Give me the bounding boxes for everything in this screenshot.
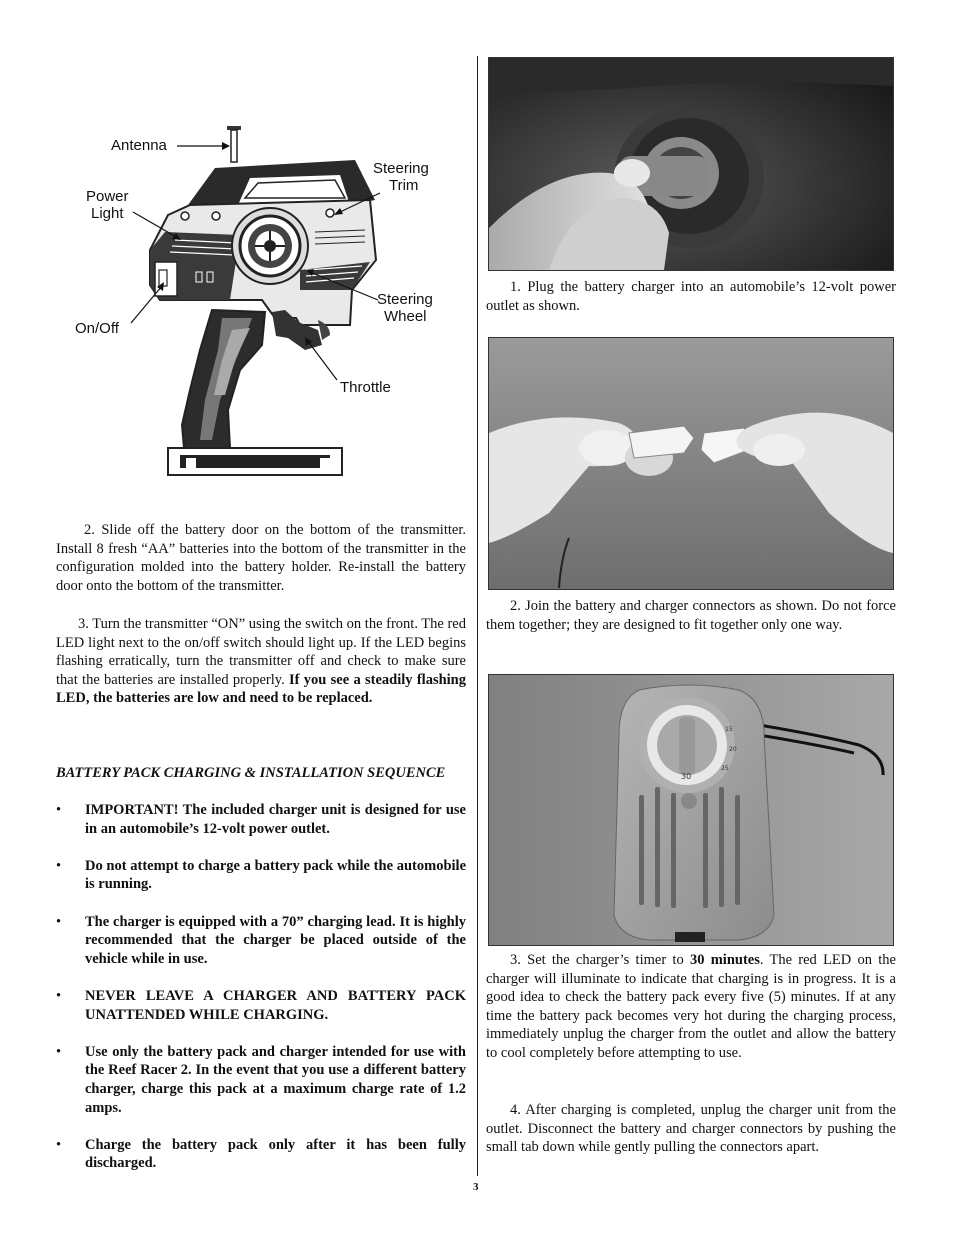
page-number: 3 [473, 1181, 479, 1193]
power-light-label-line1: Power [86, 188, 129, 205]
bullet-icon: • [56, 1136, 62, 1153]
caption-3-bold: 30 minutes [689, 952, 760, 968]
throttle-label: Throttle [340, 379, 391, 396]
list-item [56, 1043, 466, 1117]
steering-wheel-label-line2: Wheel [384, 308, 427, 325]
column-divider [477, 56, 478, 1176]
bullet-text: The charger is equipped with a 70” charging lead. It is highly recommended that the charger be placed outside of the vehicle while in use. [85, 913, 466, 967]
steering-trim-label-line2: Trim [389, 177, 419, 194]
bullet-icon: • [56, 802, 62, 818]
bullet-text: Do not attempt to charge a battery pack while the automobile is running. [85, 857, 466, 893]
caption-4: 4. After charging is completed, unplug the charger unit from the outlet. Disconnect the battery and charger connectors by pushing the small tab down while gently pulling the connectors apart. [486, 1102, 896, 1156]
list-item [56, 857, 466, 894]
bullet-text: Use only the battery pack and charger intended for use with the Reef Racer 2. In the event that you use a different battery charger, charge this pack at a maximum charge rate of 1.2 amps. [85, 1043, 466, 1116]
step-3-text: 3. Turn the transmitter “ON” using the switch on the front. The red LED light next to the on/off switch should light up. If the LED begins flashing erratically, turn the transmitter off and check to make sure that the batteries are installed properly. [56, 616, 466, 688]
caption-1: 1. Plug the battery charger into an automobile’s 12-volt power outlet as shown. [486, 279, 896, 314]
on-off-label: On/Off [75, 320, 119, 337]
dial-25: 25 [721, 765, 729, 772]
bullet-text: IMPORTANT! The included charger unit is designed for use in an automobile’s 12-volt power outlet. [85, 802, 466, 837]
bullet-icon: • [56, 1043, 62, 1060]
transmitter-diagram [60, 118, 470, 488]
caption-2: 2. Join the battery and charger connectors as shown. Do not force them together; they are designed to fit together only one way. [486, 598, 896, 633]
list-item [56, 987, 466, 1024]
step-3-paragraph [56, 615, 466, 708]
steering-trim-label-line1: Steering [373, 160, 429, 177]
list-item [56, 913, 466, 969]
step-2-paragraph: 2. Slide off the battery door on the bottom of the transmitter. Install 8 fresh “AA” batteries into the bottom of the transmitter in the configuration molded into the battery holder. Re-install the battery door onto the bottom of the transmitter. [56, 522, 466, 594]
dial-15: 15 [725, 726, 733, 733]
caption-3-text-a: 3. Set the charger’s timer to [510, 952, 690, 968]
dial-30: 30 [681, 772, 692, 781]
steering-wheel-label-line1: Steering [377, 291, 433, 308]
list-item [56, 1136, 466, 1173]
dial-20: 20 [729, 746, 737, 753]
safety-bullet-list [56, 801, 466, 1191]
bullet-icon: • [56, 857, 62, 874]
caption-3-text-b: . The red LED on the charger will illuminate to indicate that charging is in progress. It is a good idea to check the battery pack every five (5) minutes. If at any time the battery pack becomes very hot during the charging process, immediately unplug the charger from the outlet and allow the battery to cool completely before attempting to use. [486, 952, 896, 1061]
caption-3 [486, 951, 896, 1063]
list-item [56, 801, 466, 838]
photo-connectors [488, 337, 894, 590]
bullet-text: NEVER LEAVE A CHARGER AND BATTERY PACK UNATTENDED WHILE CHARGING. [85, 987, 466, 1023]
photo-charger [488, 674, 894, 946]
power-light-label-line2: Light [91, 205, 124, 222]
bullet-text: Charge the battery pack only after it has been fully discharged. [85, 1136, 466, 1172]
step-3-warning: If you see a steadily flashing LED, the batteries are low and need to be replaced. [56, 671, 466, 707]
photo-power-outlet [488, 57, 894, 271]
bullet-icon: • [56, 913, 62, 930]
antenna-label: Antenna [111, 137, 167, 154]
bullet-icon: • [56, 987, 62, 1004]
section-heading: BATTERY PACK CHARGING & INSTALLATION SEQUENCE [56, 765, 446, 781]
